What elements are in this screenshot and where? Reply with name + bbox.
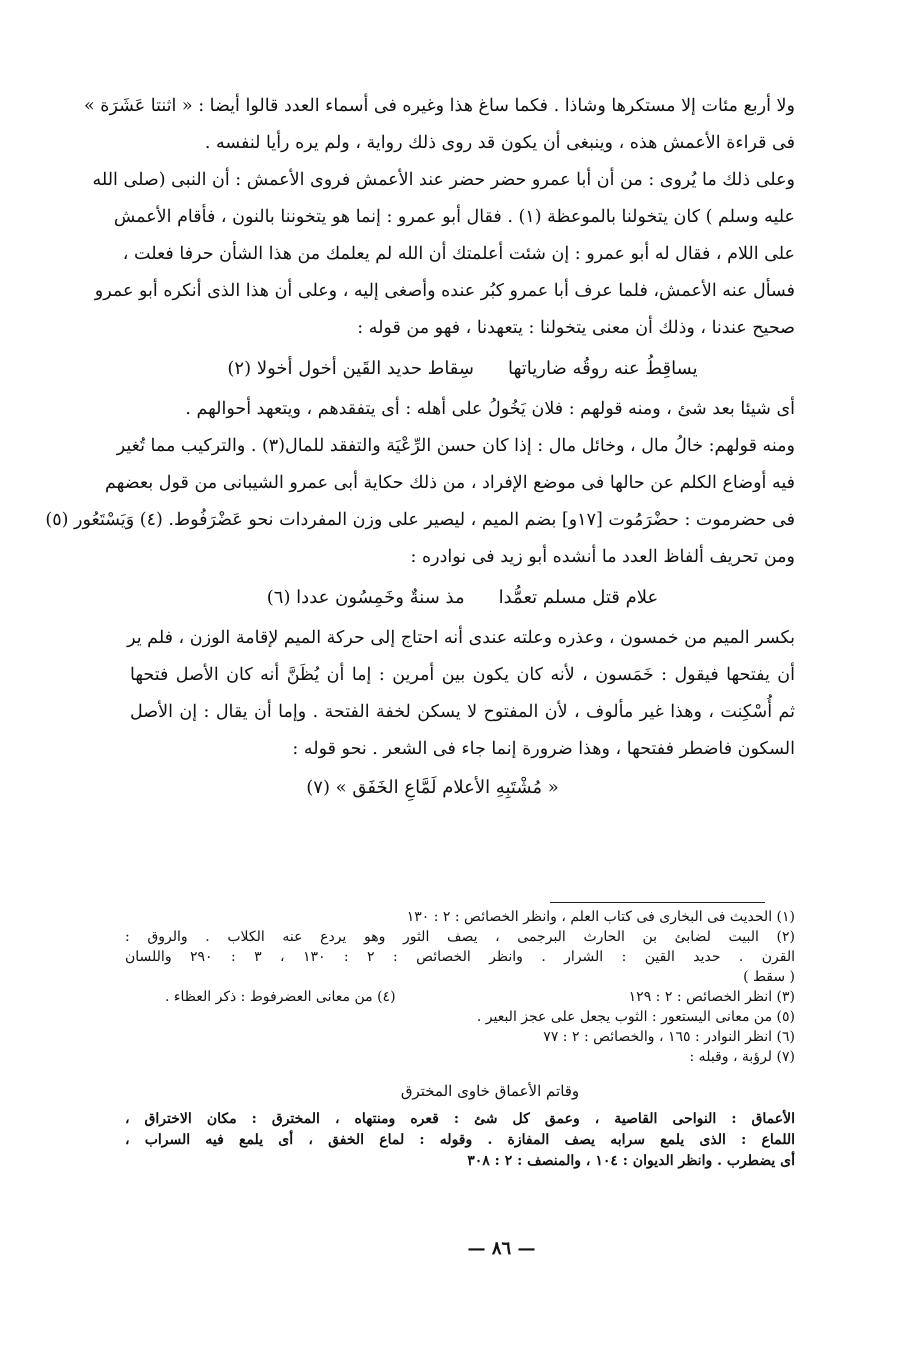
verse-hemistich-right: يساقِطُ عنه روقُه ضارياتها (508, 358, 698, 379)
text-line: فى حضرموت : حضْرَمُوت [١٧و] بضم الميم ، ليصير على وزن المفردات نحو عَضْرَفُوط. (٤) وَيَسْتَعُور (٥) (45, 510, 795, 530)
footnote: ( سقط ) (743, 969, 795, 985)
footnote: (٦) انظر النوادر : ١٦٥ ، والخصائص : ٢ : ٧٧ (543, 1029, 795, 1045)
text-line: أى شيئا بعد شئ ، ومنه قولهم : فلان يَخُولُ على أهله : أى يتفقدهم ، ويتعهد أحوالهم . (185, 399, 795, 419)
text-line: ثم أُسْكِنت ، وهذا غير مألوف ، لأن المفتوح لا يسكن لخفة الفتحة . وإما أن يقال : إن الأصل (130, 702, 795, 722)
footnote-quote: وقاتم الأعماق خاوى المخترق (400, 1082, 580, 1100)
text-line: فيه أوضاع الكلم عن حالها فى موضع الإفراد ، من ذلك حكاية أبى عمرو الشيبانى من قول بعضهم (105, 473, 795, 493)
footnote: (٣) انظر الخصائص : ٢ : ١٢٩ (628, 989, 795, 1005)
footnote: القرن . حديد القين : الشرار . وانظر الخصائص : ٢ : ١٣٠ ، ٣ : ٢٩٠ واللسان (125, 949, 795, 965)
text-line: وعلى ذلك ما يُروى : من أن أبا عمرو حضر حضر عند الأعمش فروى الأعمش : أن النبى (صلى الله (92, 170, 795, 190)
verse-hemistich-left: سِقاط حديد القَين أخول أخولا (٢) (227, 358, 474, 379)
footnote-comment: أى يضطرب . وانظر الديوان : ١٠٤ ، والمنصف : ٢ : ٣٠٨ (467, 1153, 795, 1169)
text-line: أن يفتحها فيقول : خَمَسون ، لأنه كان يكون بين أمرين : إما أن يُظَنَّ أنه كان الأصل فتحها (130, 665, 795, 685)
text-line: على اللام ، فقال له أبو عمرو : إن شئت أعلمتك أن الله لم يعلمك من هذا الشأن حرفا فعلت ، (122, 244, 795, 264)
text-line: السكون فاضطر ففتحها ، وهذا ضرورة إنما جاء فى الشعر . نحو قوله : (292, 739, 795, 759)
text-line: ولا أربع مئات إلا مستكرها وشاذا . فكما ساغ هذا وغيره فى أسماء العدد قالوا أيضا : « اثنتا عَشَرَة » (84, 96, 795, 116)
text-line: فى قراءة الأعمش هذه ، وينبغى أن يكون قد روى ذلك رواية ، ولم يره رأيا لنفسه . (204, 133, 795, 153)
verse-line (130, 347, 795, 391)
verse-line (130, 576, 795, 620)
text-line: ومنه قولهم: خالُ مال ، وخائل مال : إذا كان حسن الرِّعْيَة والتفقد للمال(٣) . والتركيب مما تُغير (116, 436, 795, 456)
footnote-separator (550, 902, 765, 903)
text-line: فسأل عنه الأعمش، فلما عرف أبا عمرو كبُر عنده وأصغى إليه ، وعلى أن هذا الذى أنكره أبو عمرو (94, 281, 795, 301)
text-line: عليه وسلم ) كان يتخولنا بالموعظة (١) . فقال أبو عمرو : إنما هو يتخوننا بالنون ، فأقام الأعمش (113, 207, 795, 227)
footnotes (125, 907, 795, 1172)
text-line: صحيح عندنا ، وذلك أن معنى يتخولنا : يتعهدنا ، فهو من قوله : (357, 318, 795, 338)
text-line: بكسر الميم من خمسون ، وعذره وعلته عندى أنه احتاج إلى حركة الميم لإقامة الوزن ، فلم ير (127, 628, 795, 648)
footnote-comment: الأعماق : النواحى القاصية ، وعمق كل شئ : قعره ومنتهاه ، المخترق : مكان الاختراق ، (125, 1111, 795, 1127)
text-line: ومن تحريف ألفاظ العدد ما أنشده أبو زيد فى نوادره : (410, 547, 795, 567)
footnote: (٢) البيت لضابئ بن الحارث البرجمى ، يصف الثور وهو يردع عنه الكلاب . والروق : (125, 929, 795, 945)
verse-hemistich-right: علام قتل مسلم تعمُّدا (498, 587, 659, 608)
footnote-row (125, 987, 795, 1007)
footnote: (١) الحديث فى البخارى فى كتاب العلم ، وانظر الخصائص : ٢ : ١٣٠ (406, 909, 795, 925)
verse-hemistich-left: مذ سنةٌ وخَمِسُون عددا (٦) (266, 587, 465, 608)
verse-quote: « مُشْتَبِهِ الأعلام لَمَّاعِ الخَفَق » (٧) (306, 777, 559, 798)
footnote: (٤) من معانى العضرفوط : ذكر العظاء . (165, 989, 396, 1005)
footnote: (٧) لرؤبة ، وقبله : (689, 1049, 795, 1065)
main-text (45, 88, 795, 808)
page-number: — ٨٦ — (467, 1238, 536, 1259)
footnote-comment: اللماع : الذى يلمع سرابه يصف المفازة . وقوله : لماع الخفق ، أى يلمع فيه السراب ، (125, 1132, 795, 1148)
footnote: (٥) من معانى اليستعور : الثوب يجعل على عجز البعير . (476, 1009, 795, 1025)
